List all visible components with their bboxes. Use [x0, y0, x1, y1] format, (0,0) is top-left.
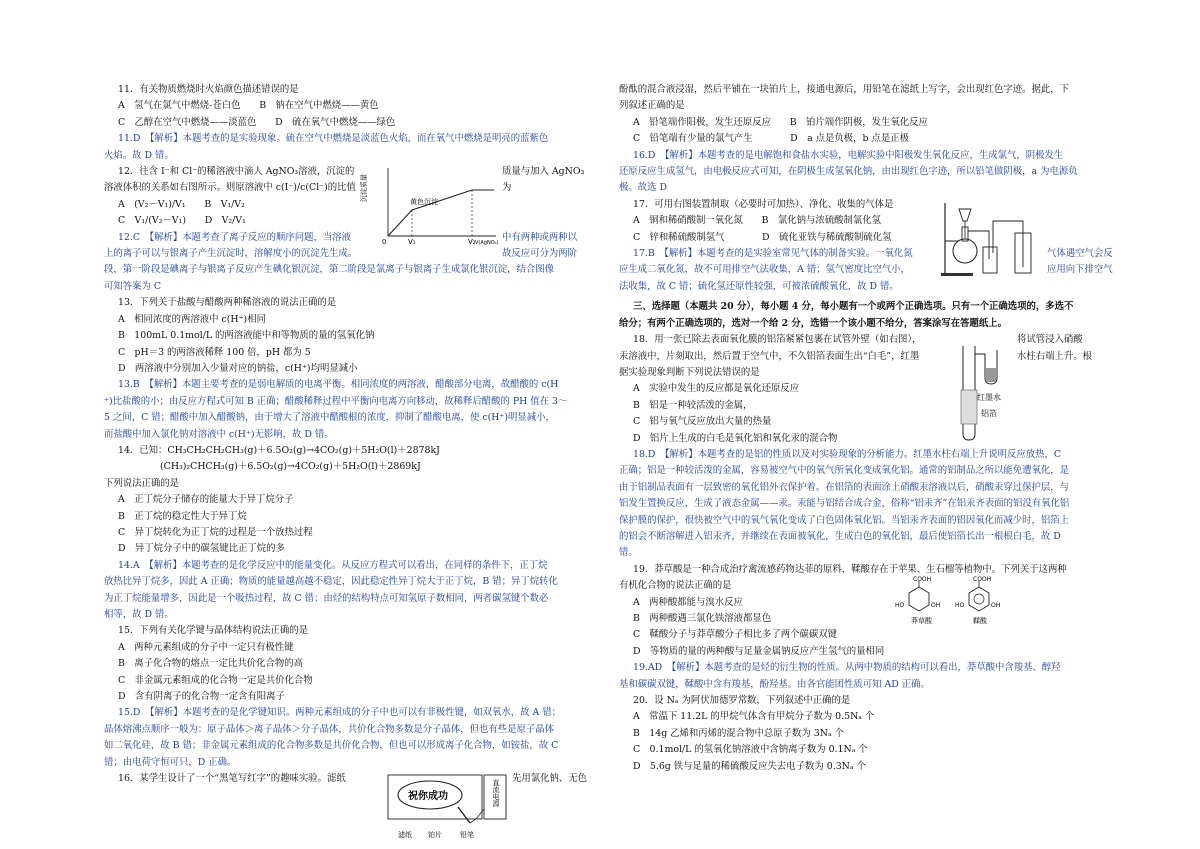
- q14-option: B 正丁烷的稳定性大于异丁烷: [118, 510, 247, 522]
- tannic-aromatic: [974, 594, 984, 604]
- q11-option-row: A 氢气在氯气中燃烧-苍白色 B 钠在空气中燃烧——黄色: [118, 100, 379, 112]
- q16-stem: 先用氯化钠、无色: [512, 773, 588, 785]
- q17-explanation: 应用向下排空气: [1047, 264, 1113, 276]
- question-20: [619, 693, 1113, 775]
- q18-option: A 实验中发生的反应都是氧化还原反应: [633, 383, 800, 395]
- q13-explanation: 5 之间，C 错；醋酸中加入醋酸钠，由于增大了溶液中醋酸根的浓度，抑制了醋酸电离，使 c(H⁺)明显减小，: [104, 412, 555, 424]
- q20-option: D 5.6g 铁与足量的稀硫酸反应失去电子数为 0.3Nₐ 个: [633, 760, 866, 772]
- q12-explanation: 上的离子可以与银离子产生沉淀时，溶解度小的沉淀先生成。: [104, 248, 358, 260]
- q12-explanation: 故反应可分为两阶: [502, 248, 578, 260]
- q11-option-row: C 乙醇在空气中燃烧——淡蓝色 D 硫在氧气中燃烧——绿色: [118, 116, 396, 128]
- q12-explanation: 可知答案为 C: [104, 280, 162, 292]
- question-14: [104, 443, 598, 623]
- q12-option-row: C V₁/(V₂－V₁) D V₂/V₁: [118, 215, 246, 227]
- tannic-cooh: COOH: [973, 575, 992, 583]
- q13-option: A 相同浓度的两溶液中 c(H⁺)相同: [118, 313, 266, 325]
- tannic-oh: OH: [991, 601, 1001, 609]
- q12-explanation: 段，第一阶段是碘离子与银离子反应产生碘化银沉淀，第二阶段是氯离子与银离子生成氯化银沉淀，结合图像: [104, 264, 555, 276]
- shikimic-ring: [909, 587, 929, 611]
- x-axis-label: V(AgNO₃): [475, 240, 499, 247]
- question-17: [619, 197, 1113, 295]
- dropping-funnel: [959, 209, 971, 221]
- question-19: [619, 562, 1113, 693]
- q15-option: A 两种元素组成的分子中一定只有极性键: [118, 641, 294, 653]
- red-ink-column: [986, 368, 996, 382]
- q20-stem: 20．设 Nₐ 为阿伏加德罗常数，下列叙述中正确的是: [633, 695, 851, 707]
- q15-option: C 非金属元素组成的化合物一定是共价化合物: [118, 674, 313, 686]
- v1-label: V₁: [408, 238, 416, 247]
- q13-explanation: 而盐酸中加入氯化钠对溶液中 c(H⁺)无影响，故 D 错。: [104, 428, 334, 440]
- left-column: [104, 82, 598, 843]
- section-3-line: 三、选择题（本题共 20 分），每小题 4 分，每小题有一个或两个正确选项。只有一个正确选项的，多选不: [633, 301, 1074, 313]
- right-column: [619, 82, 1113, 775]
- gas-apparatus-figure: [937, 197, 1043, 279]
- q14-stem: 14．已知：CH₃CH₂CH₂CH₃(g)＋6.5O₂(g)→4CO₂(g)＋5H₂O(l)＋2878kJ: [118, 444, 440, 456]
- q13-explanation: 13.B 【解析】本题主要考查的是弱电解质的电离平衡。相同浓度的两溶液，醋酸部分电离，故醋酸的 c(H: [118, 379, 559, 391]
- q12-stem: 溶液体积的关系如右图所示。则原溶液中 c(I⁻)/c(Cl⁻)的比值: [104, 182, 356, 194]
- q13-stem: 13．下列关于盐酸与醋酸两种稀溶液的说法正确的是: [118, 297, 337, 309]
- q16-explanation: 还原反应生成氢气，由电极反应式可知，在阴极生成氢氧化钠，由出现红色字迹，所以铅笔做阴极，a 为电源负: [619, 166, 1078, 178]
- q17-explanation: 气体遇空气会反: [1047, 248, 1113, 260]
- q16-option-row: C 铅笔端有少量的氯气产生 D a 点是负极，b 点是正极: [633, 133, 909, 145]
- origin-label: 0: [382, 238, 387, 247]
- q18-stem: 据实验现象判断下列说法错误的是: [619, 366, 760, 378]
- q17-explanation: 17.B 【解析】本题考查的是实验室常见气体的制备实验。一氧化氮: [633, 248, 913, 260]
- q19-stem: 19．莽草酸是一种合成治疗禽流感药物达菲的原料，鞣酸存在于苹果、生石榴等植物中。下列关于这两种: [633, 563, 1067, 575]
- fig-label-platinum: 铂片: [428, 831, 442, 840]
- q18-explanation: 保护膜的保护，很快被空气中的氧气氧化变成了白色固体氧化铝。当铝汞齐表面的铝因氧化而减少时，铝箔上: [619, 514, 1070, 526]
- power-label: 直流电源: [492, 779, 500, 808]
- q14-explanation: 放热比异丁烷多，因此 A 正确；物质的能量越高越不稳定，因此稳定性异丁烷大于正丁烷，B 错；异丁烷转化: [104, 576, 558, 588]
- q18-stem: 18．用一张已除去表面氧化膜的铝箔紧紧包裹在试管外壁（如右图），: [633, 334, 922, 346]
- q17-stem: 17．可用右图装置制取（必要时可加热）、净化、收集的气体是: [633, 198, 894, 210]
- question-18: [619, 332, 1113, 562]
- q14-option: A 正丁烷分子储存的能量大于异丁烷分子: [118, 494, 294, 506]
- q12-stem: 12．往含 I⁻和 Cl⁻的稀溶液中滴人 AgNO₃溶液，沉淀的: [118, 166, 355, 178]
- q15-option: B 离子化合物的熔点一定比共价化合物的高: [118, 658, 304, 670]
- q19-option: B 两种酸遇三氯化铁溶液都显色: [633, 613, 772, 624]
- question-16-continued: [619, 82, 1113, 197]
- question-16: [104, 771, 598, 843]
- q19-explanation: 基和碳碳双键，鞣酸中含有羧基，酚羟基。由各官能团性质可知 AD 正确。: [619, 678, 930, 690]
- question-13: [104, 295, 598, 443]
- q12-explanation: 中有两种或两种以: [502, 231, 578, 243]
- q18-explanation: 正确；铝是一种较活泼的金属，容易被空气中的氧气所氧化变成氧化铝。通常的铝制品之所以能免遭氧化，是: [619, 465, 1070, 477]
- electrolysis-figure: [384, 771, 510, 843]
- q19-option: C 鞣酸分子与莽草酸分子相比多了两个碳碳双键: [633, 629, 838, 641]
- q17-option-row: C 锌和稀硫酸制氢气 D 硫化亚铁与稀硫酸制硫化氢: [633, 231, 892, 243]
- fig-label-red-ink: 红墨水: [977, 393, 1001, 403]
- q14-option: C 异丁烷转化为正丁烷的过程是一个放热过程: [118, 526, 313, 538]
- q13-option: C pH＝3 的两溶液稀释 100 倍，pH 都为 5: [118, 346, 311, 358]
- q14-option: D 异丁烷分子中的碳氢键比正丁烷的多: [118, 543, 285, 555]
- q16-explanation: 16.D 【解析】本题考查的是电解饱和食盐水实验，电解实验中阳极发生氧化反应，生成氯气，阴极发生: [633, 149, 1064, 161]
- v2-label: V₂: [468, 238, 476, 247]
- q15-explanation: 晶体熔沸点顺序一般为：原子晶体＞离子晶体＞分子晶体，共价化合物多数是分子晶体，但也有些是原子晶体: [104, 723, 555, 735]
- q15-explanation: 如二氧化硅，故 B 错；非金属元素组成的化合物多数是共价化合物，但也可以形成离子化合物，如铵盐，故 C: [104, 740, 559, 752]
- q11-stem: 11．有关物质燃烧时火焰颜色描述错误的是: [118, 84, 299, 95]
- q18-stem: 将试管浸入硝酸: [1017, 334, 1083, 346]
- q15-stem: 15．下列有关化学键与晶体结构说法正确的是: [118, 625, 309, 637]
- aluminum-foil-figure: [955, 332, 1015, 444]
- q12-stem: 为: [502, 182, 512, 194]
- q20-option: B 14g 乙烯和丙烯的混合物中总原子数为 3Nₐ 个: [633, 727, 844, 739]
- fig-label-pencil: 铅笔: [460, 831, 474, 840]
- q18-stem: 水柱右端上升。根: [1017, 350, 1093, 362]
- q13-option: D 两溶液中分别加入少量对应的钠盐，c(H⁺)均明显减小: [118, 362, 358, 374]
- section-3-header: [619, 299, 1113, 332]
- q14-stem: (CH₃)₂CHCH₃(g)＋6.5O₂(g)→4CO₂(g)＋5H₂O(l)＋2869kJ: [160, 461, 421, 473]
- curve-label: 黄色沉淀: [410, 198, 438, 207]
- q18-stem: 汞溶液中，片刻取出，然后置于空气中，不久铝箔表面生出“白毛”，红墨: [619, 350, 920, 362]
- q19-option: A 两种酸都能与溴水反应: [633, 596, 743, 608]
- q16-stem: 16．某学生设计了一个“黑笔写红字”的趣味实验。滤纸: [118, 773, 346, 785]
- q12-option-row: A (V₂－V₁)/V₁ B V₁/V₂: [118, 198, 245, 210]
- shikimic-oh: OH: [931, 601, 941, 609]
- outlet-tube: [993, 221, 1023, 267]
- q18-explanation: 18.D 【解析】本题考查的是铝的性质以及对实验现象的分析能力。红墨水柱右端上升说明反应放热，C: [633, 448, 1062, 460]
- tannic-ho: HO: [955, 601, 965, 609]
- q20-option: A 常温下 11.2L 的甲烷气体含有甲烷分子数为 0.5Nₐ 个: [633, 711, 875, 723]
- shikimic-acid-label: 莽草酸: [911, 616, 932, 625]
- question-15: [104, 623, 598, 771]
- question-12: [104, 164, 598, 295]
- q15-option: D 含有阴离子的化合物一定含有阳离子: [118, 691, 285, 703]
- q12-explanation: 12.C 【解析】本题考查了离子反应的顺序问题，当溶液: [118, 231, 352, 243]
- q14-explanation: 为正丁烷能量增多，因此是一个吸热过程，故 C 错；由烃的结构特点可知氢原子数相同，两者碳氢键个数必: [104, 592, 549, 604]
- q18-explanation: 错。: [619, 547, 638, 559]
- q15-explanation: 15.D 【解析】本题考查的是化学键知识。两种元素组成的分子中也可以有非极性键，如双氧水，故 A 错；: [118, 707, 561, 719]
- q17-explanation: 应生成二氧化氮，故不可用排空气法收集，A 错；氢气密度比空气小，: [619, 264, 911, 276]
- q19-stem: 有机化合物的说法正确的是: [619, 580, 732, 592]
- stand-base: [941, 273, 973, 276]
- precipitate-graph: [360, 164, 500, 247]
- q16-stem: 列叙述正确的是: [619, 100, 685, 112]
- pencil: [458, 807, 470, 823]
- q19-option: D 等物质的量的两种酸与足量金属钠反应产生氢气的量相同: [633, 645, 885, 657]
- q18-explanation: 的铝会不断溶解进入铝汞齐，并继续在表面被氧化，生成白色的氧化铝，最后使铝箔长出一根根白毛，故 D: [619, 530, 1061, 542]
- q13-option: B 100mL 0.1mol/L 的两溶液能中和等物质的量的氢氧化钠: [118, 330, 375, 342]
- q12-stem: 质量与加入 AgNO₃: [502, 166, 585, 178]
- q13-explanation: ⁺)比盐酸的小；由反应方程式可知 B 正确；醋酸稀释过程中平衡向电离方向移动，故稀释后醋酸的 PH 值在 3～: [104, 395, 568, 407]
- precipitate-curve: [388, 190, 494, 236]
- q15-explanation: 错；由电荷守恒可只，D 正确。: [104, 756, 237, 768]
- tannic-acid-label: 鞣酸: [973, 616, 987, 625]
- q11-explanation: 火焰。故 D 错。: [104, 149, 174, 161]
- shikimic-ho: HO: [895, 601, 905, 609]
- fig-label-foil: 铝箔: [981, 409, 997, 419]
- q14-explanation: 相等，故 D 错。: [104, 609, 174, 620]
- y-axis-label: 沉淀质量: [360, 174, 368, 203]
- q17-option-row: A 铜和稀硝酸制一氧化氮 B 氯化钠与浓硫酸制氯化氢: [633, 215, 882, 227]
- shikimic-cooh: COOH: [913, 575, 932, 583]
- red-text: 祝你成功: [408, 791, 448, 803]
- q18-option: B 铝是一种较活泼的金属，: [633, 399, 753, 411]
- flask: [953, 239, 977, 263]
- delivery-tube: [968, 231, 989, 259]
- q16-option-row: A 铅笔端作阳极，发生还原反应 B 铂片端作阴极，发生氧化反应: [633, 116, 928, 128]
- wash-bottle: [983, 247, 997, 273]
- q20-option: C 0.1mol/L 的氢氧化钠溶液中含钠离子数为 0.1Nₐ 个: [633, 744, 868, 756]
- q18-option: D 铝片上生成的白毛是氧化铝和氧化汞的混合物: [633, 432, 838, 444]
- fig-label-filter: 滤纸: [398, 831, 412, 840]
- section-3-line: 给分；有两个正确选项的，选对一个给 2 分，选错一个该小题不给分，答案涂写在答题纸上。: [619, 317, 1008, 329]
- q18-explanation: 由于铝制品表面有一层致密的氧化铝外衣保护着。在铝箔的表面涂上硝酸汞溶液以后，硝酸汞穿过保护层，与: [619, 481, 1070, 493]
- aluminum-foil: [961, 390, 977, 424]
- q14-stem: 下列说法正确的是: [104, 477, 180, 489]
- acid-structures-figure: [885, 577, 1013, 627]
- q11-explanation: 11.D 【解析】本题考查的是实验现象。硫在空气中燃烧是淡蓝色火焰，而在氧气中燃烧是明亮的蓝紫色: [118, 133, 549, 145]
- q18-explanation: 铝发生置换反应，生成了液态金属——汞。汞能与铝结合成合金，俗称“铝汞齐”在铝汞齐表面的铝没有氧化铝: [619, 498, 1070, 510]
- q14-explanation: 14.A 【解析】本题考查的是化学反应中的能量变化。从反应方程式可以看出，在同样的条件下，正丁烷: [118, 559, 548, 571]
- tannic-ring: [969, 587, 989, 611]
- q19-explanation: 19.AD 【解析】本题考查的是烃的衍生物的性质。从两中物质的结构可以看出，莽草酸中含羧基、醇羟: [633, 662, 1061, 674]
- question-11: [104, 82, 598, 164]
- q16-stem: 酚酞的混合液浸湿，然后平铺在一块铂片上，接通电源后，用铅笔在滤纸上写字，会出现红色字迹。据此，下: [619, 84, 1070, 95]
- q17-explanation: 法收集，故 C 错；硫化氢还原性较强，可被浓硫酸氧化，故 D 错。: [619, 280, 899, 292]
- q18-option: C 铝与氧气反应放出大量的热量: [633, 416, 772, 428]
- q16-explanation: 极。故选 D: [619, 182, 667, 194]
